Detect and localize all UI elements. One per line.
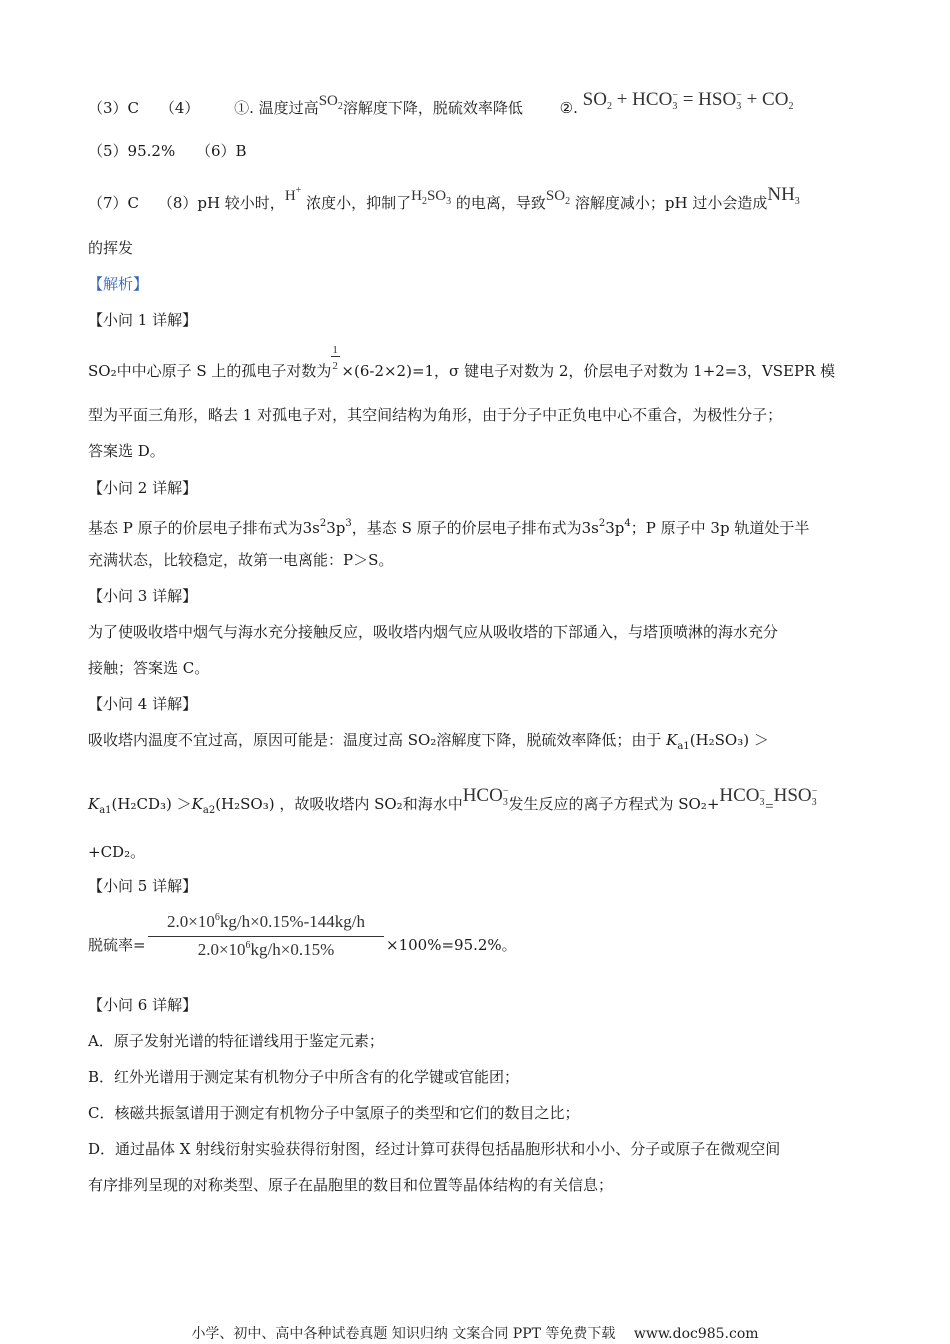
section-1-title: 【小问 1 详解】 — [88, 311, 198, 329]
section-2-line-1: 基态 P 原子的价层电子排布式为$3s^23p^3$，基态 S 原子的价层电子排布式为$3s^23p^4$；P 原子中 3p 轨道处于半 — [88, 518, 810, 537]
section-4-title: 【小问 4 详解】 — [88, 695, 198, 713]
formula-so2: $SO_2$ — [318, 93, 343, 112]
answer-q3: （3）C — [88, 99, 140, 117]
answer-q6: （6）B — [195, 142, 247, 160]
s6-option-d-line1: D．通过晶体 X 射线衍射实验获得衍射图，经过计算可获得包括晶胞形状和小小、分子或原子在微观空间 — [88, 1140, 781, 1158]
section-4-line-1: 吸收塔内温度不宜过高，原因可能是：温度过高 SO₂溶解度下降，脱硫效率降低；由于 $K_{a1}(H_2SO_3)$ ＞ — [88, 731, 769, 752]
answer-q4-2: ②. — [559, 99, 578, 117]
formula-hco3-eq-hso3: $HCO_3^-_=HSO_3^-$ — [719, 785, 818, 815]
answer-line-2 — [88, 141, 247, 161]
s2-text-b: ，基态 S 原子的价层电子排布式为 — [351, 519, 582, 537]
section-1-line-2: 型为平面三角形，略去 1 对孤电子对，其空间结构为角形，由于分子中正负电中心不重合，为极性分子； — [88, 406, 783, 424]
answer-q8-b: 浓度小，抑制了 — [306, 194, 412, 212]
s2-text-c: ；P 原子中 3p 轨道处于半 — [630, 519, 810, 537]
section-4-line-2: $K_{a1}(H_2CD_3) >K_{a2}(H_2SO_3)$ ，故吸收塔内 SO₂和海水中$HCO_3^-$发生反应的离子方程式为 $SO_2+HCO_3^-_=HSO_3^-$ — [88, 785, 818, 816]
formula-nh3: $NH_3$ — [767, 184, 800, 207]
answer-q5: （5）95.2% — [88, 142, 176, 160]
s4-text-c: (H₂CD₃) ＞ — [111, 795, 192, 813]
answer-q7: （7）C — [88, 194, 140, 212]
section-2-title: 【小问 2 详解】 — [88, 479, 198, 497]
s4-text-e: 发生反应的离子方程式为 SO₂+ — [508, 795, 720, 813]
section-5-title: 【小问 5 详解】 — [88, 877, 198, 895]
section-3-line-1: 为了使吸收塔中烟气与海水充分接触反应，吸收塔内烟气应从吸收塔的下部通入，与塔顶喷淋的海水充分 — [88, 623, 779, 641]
section-3-title: 【小问 3 详解】 — [88, 587, 198, 605]
formula-h-plus: H+ — [284, 185, 302, 204]
s5-label: 脱硫率= — [88, 936, 146, 954]
answer-q8-d: 溶解度减小；pH 过小会造成 — [574, 194, 768, 212]
answer-q8-c: 的电离，导致 — [455, 194, 546, 212]
section-4-line-3: +CD₂。 — [88, 843, 146, 861]
answer-line-1 — [88, 89, 794, 125]
fraction-one-half: $\frac{1}{2}$ — [331, 356, 341, 376]
section-3-line-2: 接触；答案选 C。 — [88, 659, 210, 677]
answer-q4-1: ①. 温度过高 — [234, 99, 319, 117]
answer-line-3 — [88, 184, 800, 220]
s6-option-a: A．原子发射光谱的特征谱线用于鉴定元素； — [88, 1032, 384, 1050]
s5-tail: ×100%=95.2%。 — [386, 936, 517, 954]
s4-text-b: (H₂SO₃) ＞ — [689, 731, 769, 749]
equation-so2-hco3: $SO_2 + HCO_3^- = HSO_3^- + CO_2$ — [582, 89, 794, 112]
formula-hco3: $HCO_3^-$ — [462, 785, 509, 808]
page-footer: 小学、初中、高中各种试卷真题 知识归纳 文案合同 PPT 等免费下载 www.doc985.com — [191, 1326, 759, 1342]
answer-q8-a: （8）pH 较小时， — [157, 194, 285, 212]
section-1-line-3: 答案选 D。 — [88, 442, 165, 460]
s6-option-d-line2: 有序排列呈现的对称类型、原子在晶胞里的数目和位置等晶体结构的有关信息； — [88, 1176, 614, 1194]
section-6-title: 【小问 6 详解】 — [88, 996, 198, 1014]
section-2-line-2: 充满状态，比较稳定，故第一电离能：P＞S。 — [88, 551, 394, 569]
fraction-numerator: $2.0\times 10^6kg/h\times 0.15\%-144kg/h$ — [167, 912, 365, 931]
analysis-label: 【解析】 — [88, 275, 149, 293]
s1-text-b: ×(6-2×2)=1，σ 键电子对数为 2，价层电子对数为 1+2=3，VSEPR 模 — [341, 362, 836, 380]
s1-text-a: SO₂中中心原子 S 上的孤电子对数为 — [88, 362, 332, 380]
answer-q4-1-rest: 溶解度下降，脱硫效率降低 — [342, 99, 523, 117]
fraction-bar — [148, 936, 384, 937]
formula-so2-b: $SO_2$ — [545, 188, 571, 207]
fraction-denominator: $2.0\times 10^6kg/h\times 0.15\%$ — [197, 940, 335, 959]
section-1-line-1 — [88, 344, 836, 381]
s6-option-c: C．核磁共振氢谱用于测定有机物分子中氢原子的类型和它们的数目之比； — [88, 1104, 580, 1122]
s4-text-a: 吸收塔内温度不宜过高，原因可能是：温度过高 SO₂溶解度下降，脱硫效率降低；由于 — [88, 731, 662, 749]
s2-text-a: 基态 P 原子的价层电子排布式为 — [88, 519, 303, 537]
s6-option-b: B．红外光谱用于测定某有机物分子中所含有的化学键或官能团； — [88, 1068, 520, 1086]
answer-q8-tail: 的挥发 — [88, 239, 134, 257]
formula-h2so3: $H_2SO_3$ — [411, 188, 452, 207]
answer-q4: （4） — [159, 99, 200, 117]
s4-text-d: (H₂SO₃) ，故吸收塔内 SO₂和海水中 — [215, 795, 463, 813]
